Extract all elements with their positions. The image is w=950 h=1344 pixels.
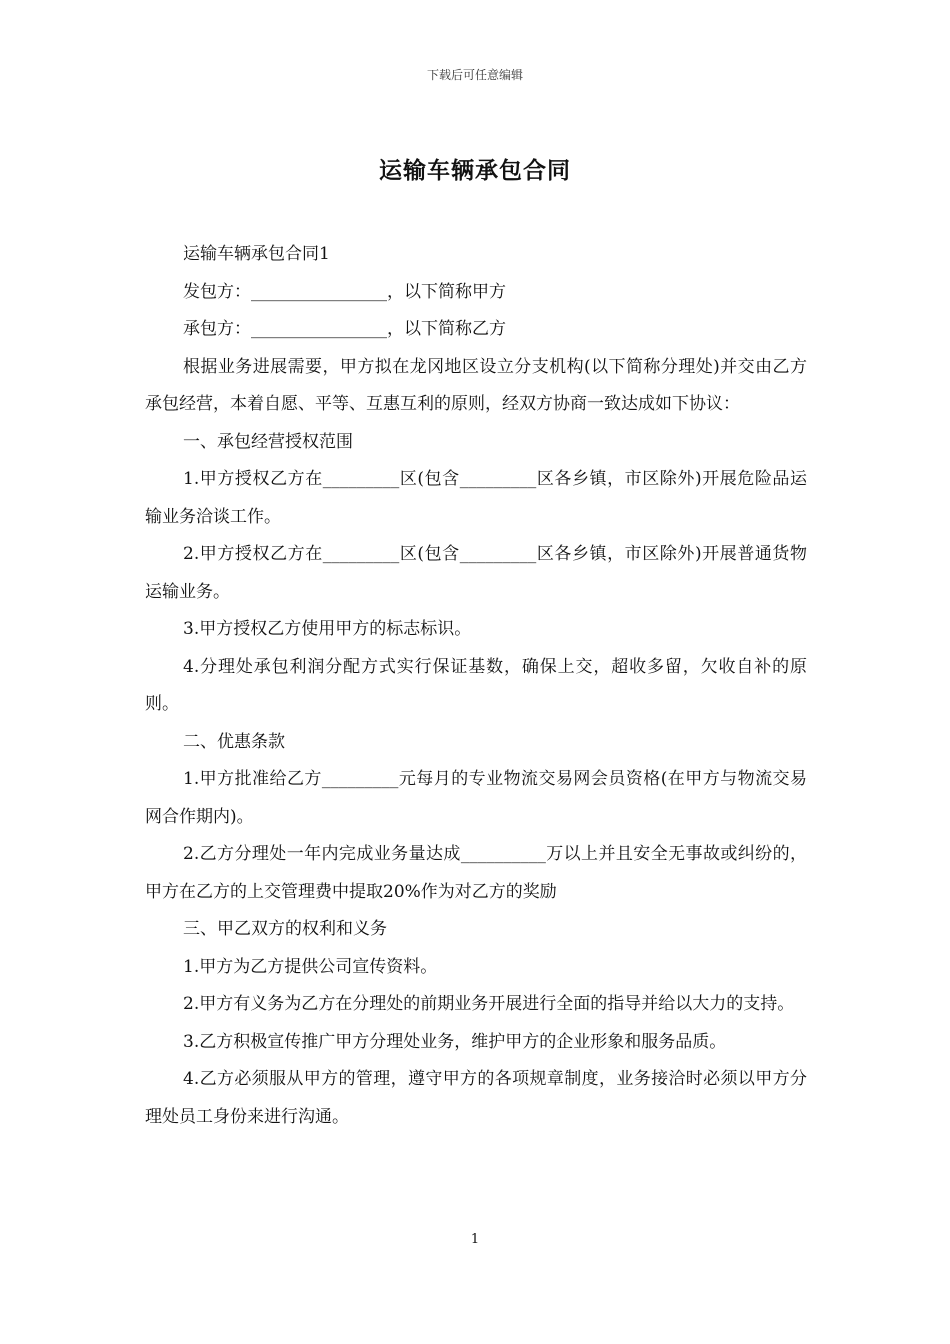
clause-3-3: 3.乙方积极宣传推广甲方分理处业务，维护甲方的企业形象和服务品质。 <box>183 1031 727 1052</box>
clause-1-2: 2.甲方授权乙方在_________区(包含_________区各乡镇，市区除外)开展普通货物运输业务。 <box>145 544 807 602</box>
clause-1-3: 3.甲方授权乙方使用甲方的标志标识。 <box>183 619 472 639</box>
page-header: 下载后可任意编辑 <box>426 68 523 82</box>
section-heading-2: 二、优惠条款 <box>183 731 285 752</box>
paragraph-party-a: 发包方：________________，以下简称甲方 <box>183 281 506 302</box>
clause-3-4: 4.乙方必须服从甲方的管理，遵守甲方的各项规章制度，业务接洽时必须以甲方分理处员工身份来进行沟通。 <box>145 1069 807 1127</box>
clause-3-1: 1.甲方为乙方提供公司宣传资料。 <box>183 956 438 977</box>
clause-2-2: 2.乙方分理处一年内完成业务量达成__________万以上并且安全无事故或纠纷的，甲方在乙方的上交管理费中提取20%作为对乙方的奖励 <box>145 844 807 902</box>
clause-1-4: 4.分理处承包利润分配方式实行保证基数，确保上交，超收多留，欠收自补的原则。 <box>145 656 807 714</box>
section-heading-3: 三、甲乙双方的权利和义务 <box>183 919 387 939</box>
document-body <box>145 236 807 1136</box>
paragraph-contract-subtitle: 运输车辆承包合同1 <box>183 244 330 264</box>
clause-3-2: 2.甲方有义务为乙方在分理处的前期业务开展进行全面的指导并给以大力的支持。 <box>183 994 795 1014</box>
clause-2-1: 1.甲方批准给乙方_________元每月的专业物流交易网会员资格(在甲方与物流交易网合作期内)。 <box>145 769 807 827</box>
section-heading-1: 一、承包经营授权范围 <box>183 431 353 452</box>
paragraph-party-b: 承包方：________________，以下简称乙方 <box>183 319 506 339</box>
page-number: 1 <box>470 1232 480 1247</box>
document-title: 运输车辆承包合同 <box>379 157 571 184</box>
clause-1-1: 1.甲方授权乙方在_________区(包含_________区各乡镇，市区除外)开展危险品运输业务洽谈工作。 <box>145 469 807 527</box>
paragraph-preamble: 根据业务进展需要，甲方拟在龙冈地区设立分支机构(以下简称分理处)并交由乙方承包经营，本着自愿、平等、互惠互利的原则，经双方协商一致达成如下协议： <box>145 356 807 414</box>
